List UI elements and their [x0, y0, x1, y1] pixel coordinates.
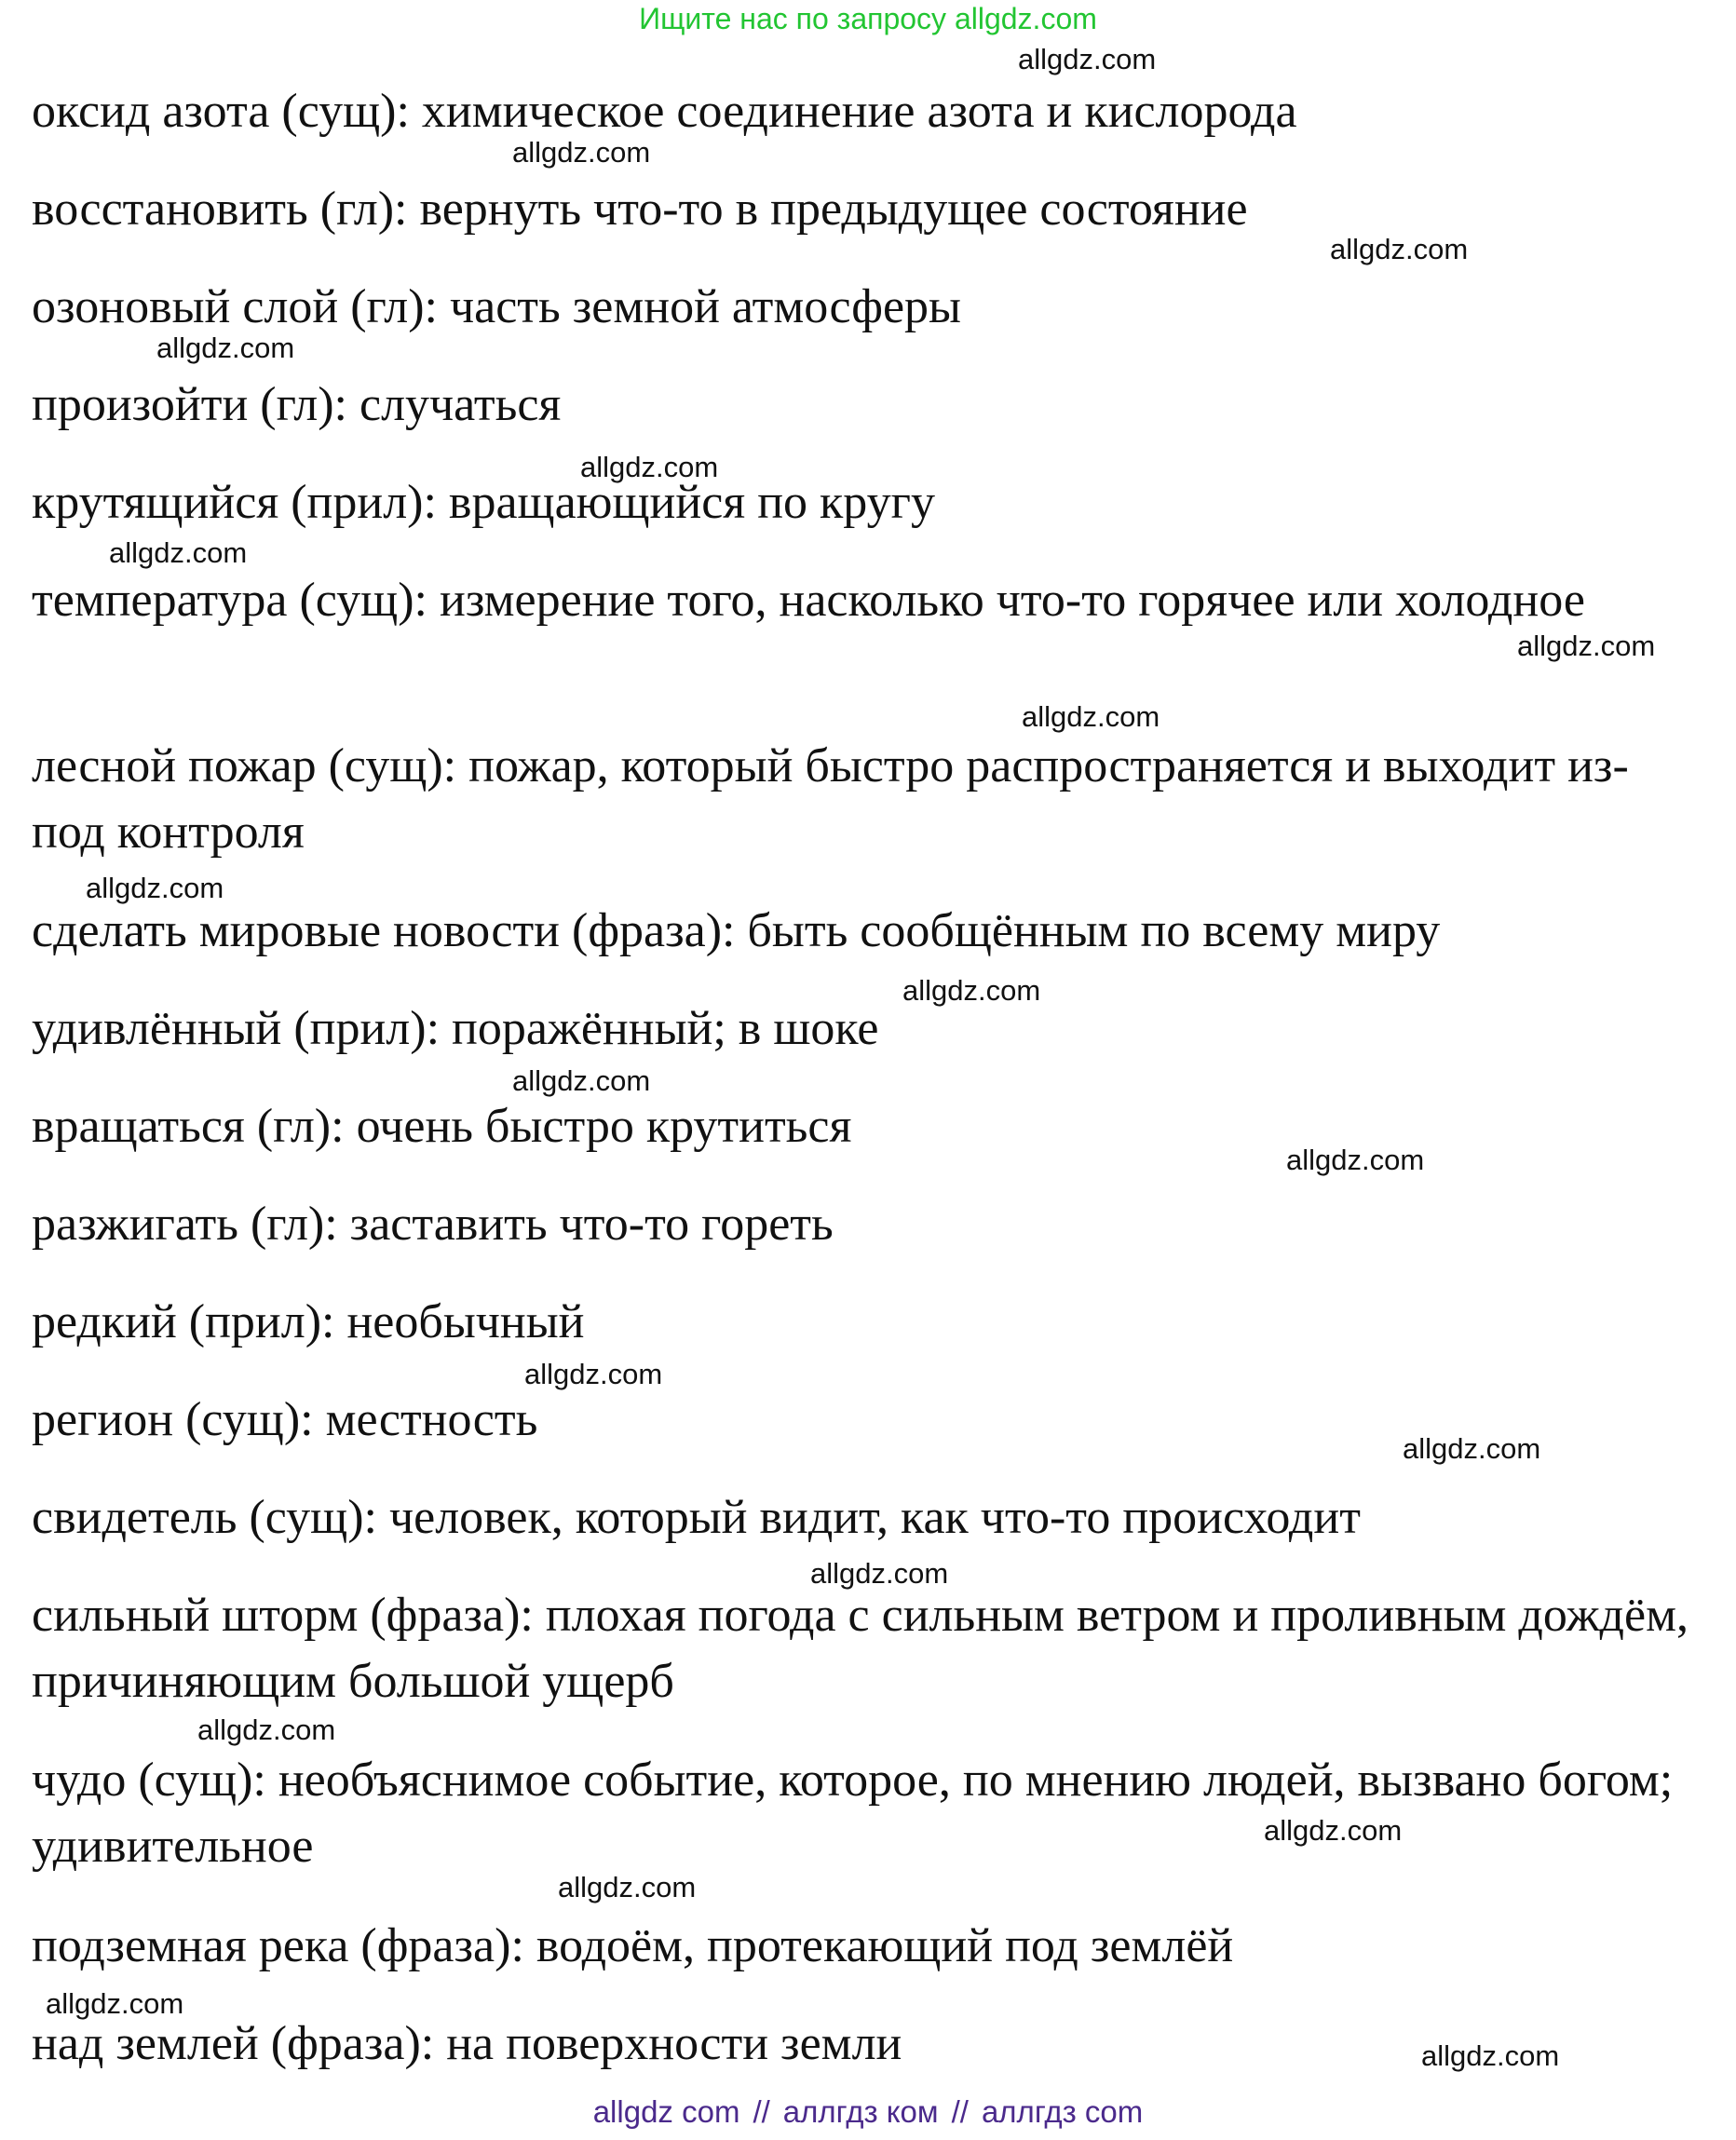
- glossary-entry: температура (сущ): измерение того, насколько что-то горячее или холодное: [32, 574, 1585, 627]
- glossary-entry: сильный шторм (фраза): плохая погода с сильным ветром и проливным дождём, причиняющим большой ущерб: [32, 1589, 1689, 1708]
- watermark: allgdz.com: [109, 536, 248, 569]
- glossary-entry: регион (сущ): местность: [32, 1393, 538, 1446]
- glossary-entry: свидетель (сущ): человек, который видит, как что-то происходит: [32, 1491, 1361, 1544]
- glossary-entry: подземная река (фраза): водоём, протекающий под землёй: [32, 1919, 1234, 1972]
- footer-separator: //: [951, 2094, 969, 2129]
- footer-link-allgdz[interactable]: allgdz com: [592, 2094, 740, 2129]
- footer-link-allgdz-mixed[interactable]: аллгдз com: [981, 2094, 1144, 2129]
- watermark: allgdz.com: [1018, 43, 1157, 75]
- top-banner[interactable]: [0, 0, 1736, 37]
- glossary-entry: вращаться (гл): очень быстро крутиться: [32, 1100, 852, 1153]
- watermark: allgdz.com: [558, 1871, 697, 1903]
- glossary-entry: озоновый слой (гл): часть земной атмосферы: [32, 280, 961, 333]
- watermark: allgdz.com: [1330, 233, 1469, 265]
- footer-separator: //: [753, 2094, 770, 2129]
- glossary-entry: разжигать (гл): заставить что-то гореть: [32, 1198, 834, 1251]
- watermark: allgdz.com: [524, 1358, 663, 1390]
- watermark: allgdz.com: [197, 1713, 336, 1746]
- watermark: allgdz.com: [1286, 1144, 1425, 1176]
- footer-links: [0, 2093, 1736, 2131]
- glossary-entry: лесной пожар (сущ): пожар, который быстро распространяется и выходит из-под контроля: [32, 739, 1629, 859]
- glossary-entry: удивлённый (прил): поражённый; в шоке: [32, 1002, 879, 1055]
- glossary-entry: оксид азота (сущ): химическое соединение азота и кислорода: [32, 85, 1297, 138]
- watermark: allgdz.com: [512, 1064, 651, 1097]
- watermark: allgdz.com: [1517, 630, 1656, 662]
- watermark: allgdz.com: [810, 1557, 949, 1590]
- watermark: allgdz.com: [1421, 2039, 1560, 2072]
- footer-link-allgdz-ru[interactable]: аллгдз ком: [782, 2094, 939, 2129]
- glossary-entry: над землей (фраза): на поверхности земли: [32, 2017, 902, 2070]
- glossary-entry: крутящийся (прил): вращающийся по кругу: [32, 476, 935, 529]
- banner-text[interactable]: Ищите нас по запросу allgdz.com: [639, 2, 1097, 35]
- glossary-entry: произойти (гл): случаться: [32, 378, 562, 431]
- watermark: allgdz.com: [86, 872, 224, 904]
- glossary-entry: редкий (прил): необычный: [32, 1295, 585, 1348]
- watermark: allgdz.com: [1403, 1432, 1541, 1465]
- watermark: allgdz.com: [46, 1987, 184, 2020]
- watermark: allgdz.com: [1264, 1814, 1403, 1847]
- glossary-entry: чудо (сущ): необъяснимое событие, которое, по мнению людей, вызвано богом; удивительное: [32, 1754, 1674, 1873]
- watermark: allgdz.com: [580, 451, 719, 483]
- glossary-entry: восстановить (гл): вернуть что-то в предыдущее состояние: [32, 183, 1248, 236]
- watermark: allgdz.com: [902, 974, 1041, 1007]
- watermark: allgdz.com: [156, 332, 295, 364]
- glossary-entry: сделать мировые новости (фраза): быть сообщённым по всему миру: [32, 904, 1441, 957]
- watermark: allgdz.com: [512, 136, 651, 169]
- watermark: allgdz.com: [1022, 700, 1160, 733]
